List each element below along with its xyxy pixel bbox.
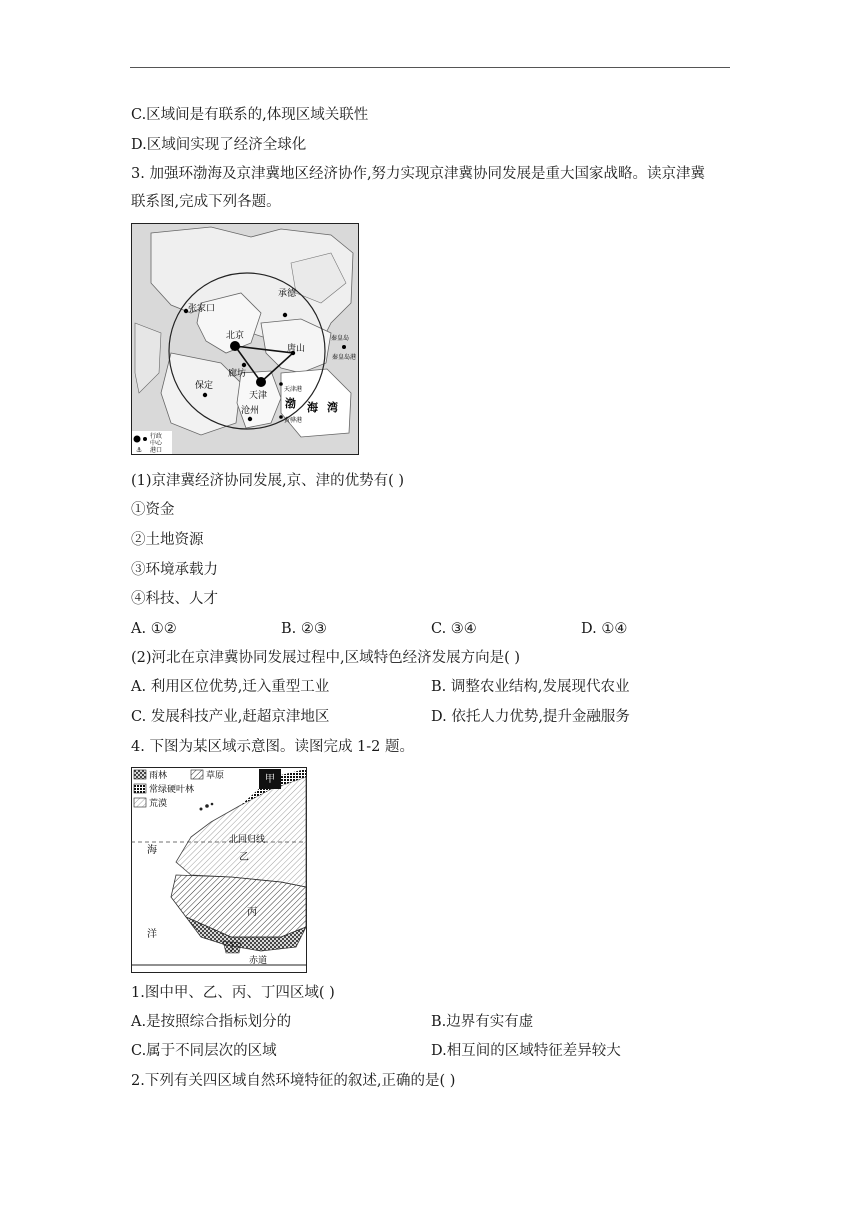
q2-option-d[interactable]: D. 依托人力优势,提升金融服务	[431, 709, 630, 725]
q2-stem: (2)河北在京津冀协同发展过程中,区域特色经济发展方向是( )	[131, 650, 521, 666]
q2-option-c[interactable]: C. 发展科技产业,赶超京津地区	[131, 709, 330, 725]
q2-option-b[interactable]: B. 调整农业结构,发展现代农业	[431, 679, 630, 695]
jingjinji-map	[131, 223, 359, 455]
label-tianjin: 天津	[249, 391, 268, 401]
anchor-icon: ⚓	[136, 446, 143, 454]
sub1-option-d[interactable]: D.相互间的区域特征差异较大	[431, 1043, 621, 1059]
legend-center: 中心	[150, 440, 163, 447]
q1-option-d[interactable]: D. ①④	[581, 621, 628, 637]
label-chengde: 承德	[278, 289, 297, 299]
q2-option-a[interactable]: A. 利用区位优势,迁入重型工业	[131, 679, 330, 695]
label-langfang: 廊坊	[228, 369, 247, 379]
q1-item-1: ①资金	[131, 502, 175, 518]
beijing-center-icon	[230, 341, 240, 351]
label-ding: 丁	[227, 942, 237, 953]
label-bo: 渤	[285, 397, 296, 410]
label-sea-1: 海	[147, 845, 157, 856]
legend-desert: 荒漠	[149, 799, 168, 809]
q1-option-c[interactable]: C. ③④	[431, 621, 477, 637]
label-tianjin-port: 天津港	[284, 386, 303, 393]
label-jia: 甲	[265, 774, 275, 785]
label-tropic: 北回归线	[229, 835, 266, 845]
q1-item-2: ②土地资源	[131, 532, 204, 548]
question-4-stem: 4. 下图为某区域示意图。读图完成 1-2 题。	[131, 739, 415, 755]
label-huanghua-port: 黄骅港	[284, 417, 303, 424]
legend-sclerophyll: 常绿硬叶林	[149, 785, 195, 795]
question-3-stem: 3. 加强环渤海及京津冀地区经济协作,努力实现京津冀协同发展是重大国家战略。读京津冀	[131, 166, 706, 182]
region-sketch-map	[131, 767, 307, 973]
option-c-text: C.区域间是有联系的,体现区域关联性	[131, 107, 369, 123]
q1-item-3: ③环境承载力	[131, 562, 218, 578]
label-zhangjiakou: 张家口	[188, 304, 216, 314]
question-3-stem-cont: 联系图,完成下列各题。	[131, 194, 281, 210]
legend-admin: 行政	[150, 433, 163, 440]
q1-option-a[interactable]: A. ①②	[131, 621, 177, 637]
sub1-option-b[interactable]: B.边界有实有虚	[431, 1014, 534, 1030]
label-qinhuangdao-port: 秦皇岛港	[332, 354, 357, 361]
sub1-stem: 1.图中甲、乙、丙、丁四区域( )	[131, 985, 335, 1001]
label-wan: 湾	[327, 401, 338, 414]
q1-item-4: ④科技、人才	[131, 591, 218, 607]
option-d-text: D.区域间实现了经济全球化	[131, 137, 307, 153]
legend-grassland: 草原	[206, 771, 225, 781]
legend-port: 港口	[150, 447, 163, 454]
tianjin-center-icon	[256, 377, 266, 387]
legend-rainforest: 雨林	[149, 771, 168, 781]
sub2-stem: 2.下列有关四区域自然环境特征的叙述,正确的是( )	[131, 1073, 456, 1089]
label-tangshan: 唐山	[287, 344, 306, 354]
label-sea-2: 洋	[147, 929, 157, 940]
sub1-option-c[interactable]: C.属于不同层次的区域	[131, 1043, 277, 1059]
label-hai: 海	[307, 401, 318, 414]
label-cangzhou: 沧州	[241, 406, 260, 416]
q1-stem: (1)京津冀经济协同发展,京、津的优势有( )	[131, 473, 405, 489]
label-beijing: 北京	[226, 331, 245, 341]
label-bing: 丙	[247, 907, 257, 918]
label-equator: 赤道	[249, 956, 268, 966]
label-qinhuangdao: 秦皇岛	[331, 335, 350, 342]
label-yi: 乙	[239, 852, 249, 863]
header-rule	[130, 67, 730, 68]
label-baoding: 保定	[195, 381, 214, 391]
sub1-option-a[interactable]: A.是按照综合指标划分的	[131, 1014, 292, 1030]
q1-option-b[interactable]: B. ②③	[281, 621, 327, 637]
